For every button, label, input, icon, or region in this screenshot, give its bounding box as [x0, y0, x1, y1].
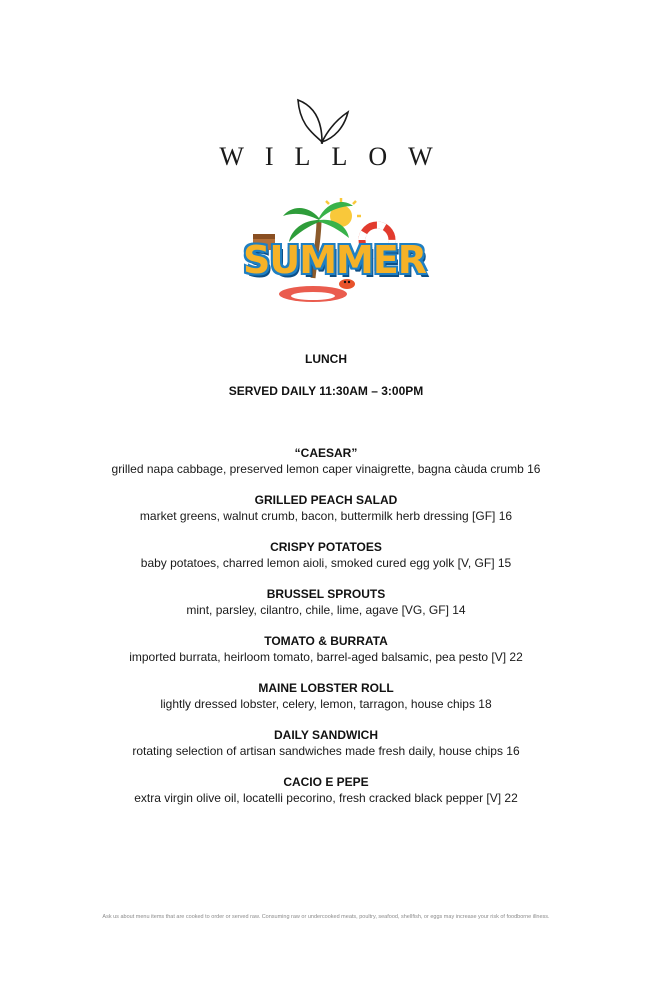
- footer-disclaimer: Ask us about menu items that are cooked to order or served raw. Consuming raw or undercooked meats, poultry, seafood, shellfish, or eggs may increase your risk of foodborne illness.: [102, 914, 550, 920]
- menu-item: [0, 680, 652, 727]
- menu-item-name: DAILY SANDWICH: [273, 728, 378, 742]
- willow-leaf-icon: [292, 96, 352, 144]
- menu-item-name: TOMATO & BURRATA: [264, 634, 388, 648]
- menu-item-name: MAINE LOBSTER ROLL: [258, 681, 394, 695]
- menu-item-description: market greens, walnut crumb, bacon, buttermilk herb dressing [GF] 16: [139, 509, 513, 523]
- section-hours: SERVED DAILY 11:30AM – 3:00PM: [228, 384, 424, 398]
- menu-item-description: imported burrata, heirloom tomato, barrel-aged balsamic, pea pesto [V] 22: [129, 650, 523, 664]
- menu-item-name: CACIO E PEPE: [283, 775, 369, 789]
- menu-item-name: CRISPY POTATOES: [270, 540, 382, 554]
- menu-item: [0, 586, 652, 633]
- brand-name: WILLOW: [219, 142, 454, 171]
- menu-item-description: rotating selection of artisan sandwiches made fresh daily, house chips 16: [132, 744, 520, 758]
- menu-item-description: grilled napa cabbage, preserved lemon caper vinaigrette, bagna càuda crumb 16: [111, 462, 541, 476]
- menu-item-description: baby potatoes, charred lemon aioli, smoked cured egg yolk [V, GF] 15: [140, 556, 512, 570]
- summer-banner-text: SUMMER: [243, 238, 427, 282]
- menu-items: [0, 445, 652, 821]
- menu-item: [0, 539, 652, 586]
- menu-item: [0, 445, 652, 492]
- summer-banner: [243, 194, 427, 308]
- menu-item-name: GRILLED PEACH SALAD: [254, 493, 398, 507]
- menu-item-name: “CAESAR”: [294, 446, 358, 460]
- menu-item-description: extra virgin olive oil, locatelli pecorino, fresh cracked black pepper [V] 22: [134, 791, 518, 805]
- section-title: LUNCH: [305, 352, 347, 366]
- menu-item-description: lightly dressed lobster, celery, lemon, tarragon, house chips 18: [160, 697, 492, 711]
- menu-item: [0, 727, 652, 774]
- menu-item: [0, 492, 652, 539]
- menu-item: [0, 774, 652, 821]
- menu-item-name: BRUSSEL SPROUTS: [266, 587, 386, 601]
- menu-item-description: mint, parsley, cilantro, chile, lime, agave [VG, GF] 14: [186, 603, 466, 617]
- menu-item: [0, 633, 652, 680]
